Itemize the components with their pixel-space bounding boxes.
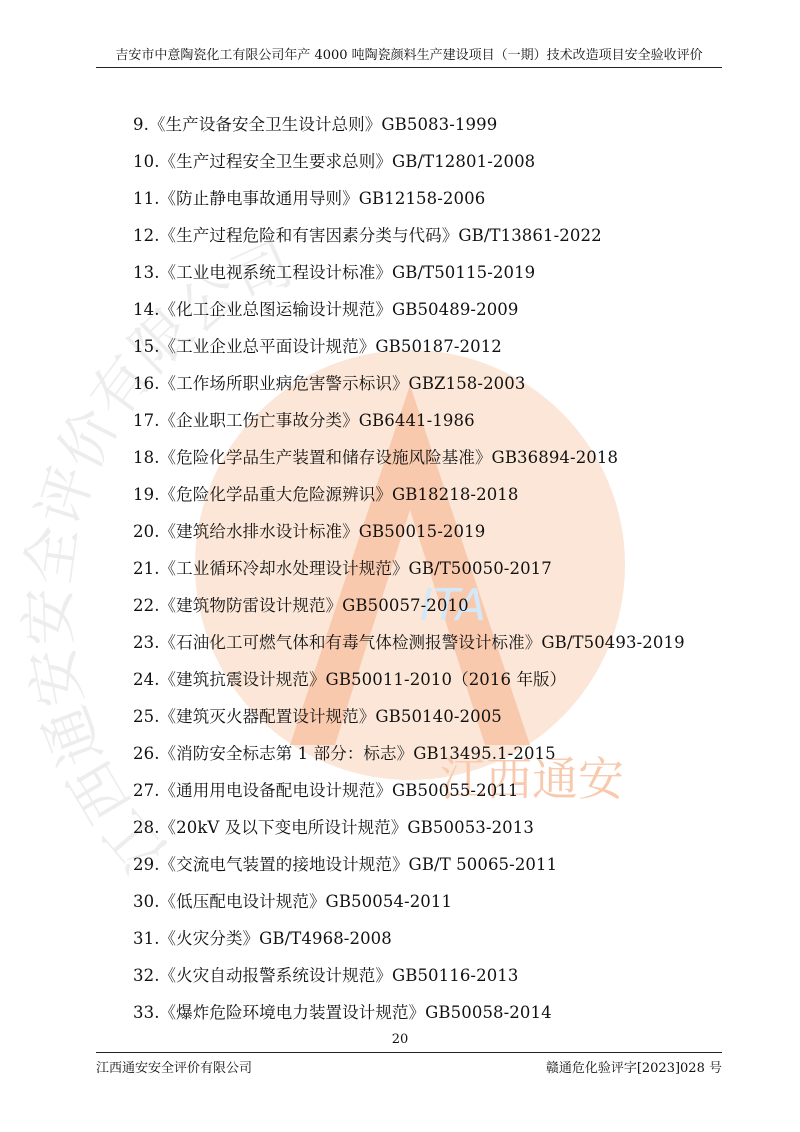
watermark-label: 江西通安	[440, 752, 624, 806]
list-item: 18.《危险化学品生产装置和储存设施风险基准》GB36894-2018	[133, 448, 619, 467]
list-item: 33.《爆炸危险环境电力装置设计规范》GB50058-2014	[133, 1003, 552, 1022]
list-item: 14.《化工企业总图运输设计规范》GB50489-2009	[133, 300, 519, 319]
list-item: 15.《工业企业总平面设计规范》GB50187-2012	[133, 337, 502, 356]
list-item: 17.《企业职工伤亡事故分类》GB6441-1986	[133, 411, 475, 430]
list-item: 9.《生产设备安全卫生设计总则》GB5083-1999	[133, 115, 498, 134]
list-item: 27.《通用用电设备配电设计规范》GB50055-2011	[133, 781, 519, 800]
list-item: 12.《生产过程危险和有害因素分类与代码》GB/T13861-2022	[133, 226, 602, 245]
list-item: 19.《危险化学品重大危险源辨识》GB18218-2018	[133, 485, 519, 504]
list-item: 21.《工业循环冷却水处理设计规范》GB/T50050-2017	[133, 559, 552, 578]
list-item: 29.《交流电气装置的接地设计规范》GB/T 50065-2011	[133, 855, 558, 874]
watermark-logo-text: ITA	[420, 580, 486, 631]
standards-list	[133, 106, 685, 1031]
footer-company: 江西通安安全评价有限公司	[96, 1061, 253, 1076]
list-item: 31.《火灾分类》GB/T4968-2008	[133, 929, 392, 948]
watermark-arc-text: 江西通安安全评价有限公司	[13, 228, 303, 886]
list-item: 11.《防止静电事故通用导则》GB12158-2006	[133, 189, 486, 208]
list-item: 25.《建筑灭火器配置设计规范》GB50140-2005	[133, 707, 502, 726]
list-item: 28.《20kV 及以下变电所设计规范》GB50053-2013	[133, 818, 534, 837]
list-item: 32.《火灾自动报警系统设计规范》GB50116-2013	[133, 966, 519, 985]
list-item: 13.《工业电视系统工程设计标准》GB/T50115-2019	[133, 263, 536, 282]
list-item: 10.《生产过程安全卫生要求总则》GB/T12801-2008	[133, 152, 536, 171]
list-item: 16.《工作场所职业病危害警示标识》GBZ158-2003	[133, 374, 526, 393]
list-item: 24.《建筑抗震设计规范》GB50011-2010（2016 年版）	[133, 670, 567, 689]
list-item: 20.《建筑给水排水设计标准》GB50015-2019	[133, 522, 486, 541]
footer-doc-number: 赣通危化验评字[2023]028 号	[545, 1061, 722, 1076]
page-number: 20	[391, 1032, 409, 1047]
page-footer	[96, 1052, 722, 1076]
list-item: 22.《建筑物防雷设计规范》GB50057-2010	[133, 596, 469, 615]
list-item: 23.《石油化工可燃气体和有毒气体检测报警设计标准》GB/T50493-2019	[133, 633, 685, 652]
page-header: 吉安市中意陶瓷化工有限公司年产 4000 吨陶瓷颜料生产建设项目（一期）技术改造项目安全验收评价	[96, 44, 722, 68]
list-item: 30.《低压配电设计规范》GB50054-2011	[133, 892, 453, 911]
list-item: 26.《消防安全标志第 1 部分：标志》GB13495.1-2015	[133, 744, 556, 763]
